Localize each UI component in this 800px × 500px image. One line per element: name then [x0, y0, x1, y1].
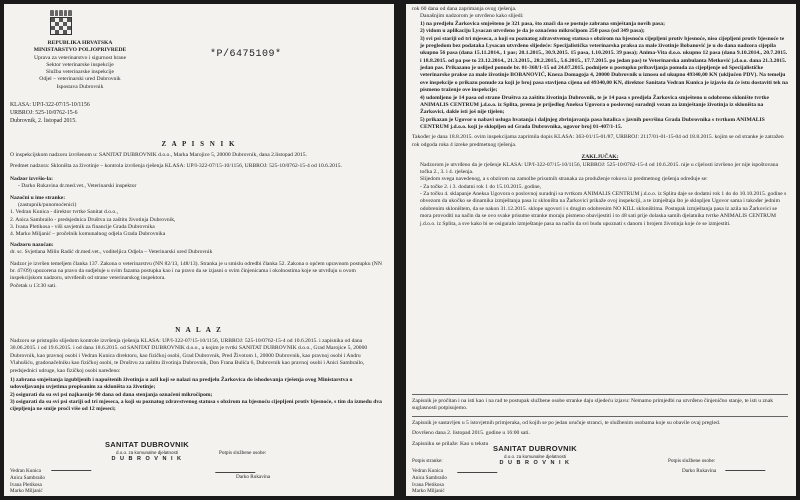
signer-name: Anica Sambrailo [412, 474, 448, 481]
official-signature-label: Potpis službene osobe: [219, 450, 267, 456]
zakljucak-paragraph-2: Slijedom svega navedenog, a s obzirom na zamolbe prisutnih stranaka za produženje rokova iz predmetnog rješenja određuje se: [420, 176, 708, 183]
zakljucak-paragraph-1: Nadzorom je utvrđeno da je rješenje KLASA: UP/I-322-07/15-10/1156, URBROJ: 525-10/0762-15-4 od 10.6.2015. nije u cijelosti izvršeno jer nije ispoštovana točka 2., 3. i 4. rješenja. [420, 161, 779, 175]
nazocni-list [10, 209, 386, 239]
header-uprava: Uprava za veterinarstvo i sigurnost hrane [33, 54, 127, 61]
official-signer-name: Darko Rukavina [682, 468, 717, 474]
signer-name: Ivana Pletikosa [412, 481, 444, 488]
list-item: 2) vidom u aplikaciju Lysacan utvrđeno je da je označeno mikročipom 250 pasa (od 349 pasa); [420, 28, 645, 35]
takoder-paragraph: Također je dana 18.8.2015. ovim inspekcijama zaprimila dopis KLASA: 363-01/15-01/87, URBROJ: 2117/01-01-15-04 od 18.8.2015. kojim se od stranke je zatražen rok odgoda roka 4 izreke predmetnog rješenja. [412, 134, 784, 148]
signature-icon [216, 468, 256, 476]
nazocni-sub: (zastupnik/punomoćenici) [18, 201, 77, 208]
signer-name: Ivana Pletikosa [10, 481, 42, 488]
list-item: 3) osigurati da su svi psi stariji od tri mjeseca, a koji su poznatog zdravstvenog statusa s obzirom na bjesnoću cijepljeni protiv bjesnoće, s tim da između dva cijepljenja ne smije proći više od 12 mjeseci; [10, 399, 382, 413]
stamp-name: SANITAT DUBROVNIK [493, 444, 577, 453]
predmet-paragraph: Predmet nadzora: Skloništa za životinje – kontrola izvršenja rješenja KLASA: UP/I-322-07/15-10/1156, URBROJ: 525-10/0762-15-4 od 10.6.2015. [10, 163, 342, 170]
stamp-city: D U B R O V N I K [111, 455, 183, 462]
header-republika: REPUBLIKA HRVATSKA [47, 40, 113, 46]
stamp-sub: d.o.o. za komunalne djelatnosti [115, 449, 179, 455]
signer-name: Vedran Kunica [10, 468, 41, 474]
sastavljen-paragraph: Zapisnik je sastavljen u 5 istovjetnih primjeraka, od kojih se po jedan uručuje stranci, te službenim osobama koje su obavile ovaj pregled. [412, 419, 721, 426]
list-item: 4. Marko Miljanić – pročelnik komunalnog odjela Grada Dubrovnika [10, 231, 166, 238]
klasa: KLASA: UP/I-322-07/15-10/1156 [10, 102, 90, 108]
list-item: 4) udomljeno je 14 pasa od strane Društva za zaštitu životinja Dubrovnik, te je 14 pasa s predjela Žarkovica smješteno u odobreno sklonište tvrtke ANIMALIS CENTRUM j.d.o.o. iz Splita, prema je prijedlog Aneksa Ugovora o poslovnoj suradnji vezan za izmještanje životinja iz skloništa na Žarkovici, dakle isti još nije tijelen; [420, 94, 769, 116]
list-item: 3) svi psi stariji od tri mjeseca, a koji su poznatog zdravstvenog statusa s obzirom na bjesnoću cijepljeni protiv bjesnoće, niso cijepljeni protiv bjesnoće te je pregledom bez podataka Lysacan utvrđeno slijedeće: Specijalistička veterinarska praksa za male životinje Bobanović je u do dana nadzora cijepila ukupno 56 pasa (dana 15.11.2014., 1 pas; 20.1.2015., 30.9.2015. 15 pasa, 1.10.2015. 39 pasa); Anima-Vita d.o.o. ukupno 12 pasa (dana 9.10.2014., 20.7.2015. i 18.8.2015. od pa pse to 23.12.2014., 21.3.2015., 28.2.2015., 5.6.2015., 17.7.2015. po jedan pas) te Veterinarska ambulanta Metković j.d.o.o. dana 21.3.2015. jedan pas. Prikazano je uslijed ponude br. 01-368/1-15 od 24.07.2015. podnijete u postupku pribavljanja ponuda za cijepljenje od Specijalističke veterinarske prakse za male životinje BOBANOVIĆ, Kneza Domagoja 4, 20000 Dubrovnik u iznosu od ukupno 49340,00 KN (uključen PDV). Na temelju ove inspekcije o prikazu ponude za koji je broj pasa stavljena cijena od 49340,00 KN, direktor Sanitata Vedran Kunica je izjavio da će istu dostaviti tek na pismeno traženje ove inspekcije; [420, 35, 788, 94]
company-stamp [480, 444, 590, 467]
document-identifiers [10, 102, 90, 125]
procitan-paragraph: Zapisnik je pročitan i na isti kao i na rad te postupak službene osobe stranke daju sljedeću izjavu: Nemamo primjedbi na utvrđeno činjenično stanje, te isti u znak suglasnosti potpisujemo. [412, 398, 774, 412]
list-item: 1) na predjelu Žarkovica smješteno je 321 pasa, što znači da se postuje zabrana smještanja novih pasa; [420, 20, 665, 27]
header-sektor: Sektor veterinarske inspekcije [46, 61, 114, 68]
zakljucak-title: ZAKLJUČAK: [581, 154, 619, 161]
nalaz-title: N A L A Z [175, 326, 223, 334]
company-stamp [92, 440, 202, 463]
danasnjim-line: Današnjim nadzorom je utvrđeno kako slijedi: [420, 13, 524, 20]
signature-icon [726, 466, 766, 474]
pocetak-time: Početak u 13:30 sati. [10, 282, 57, 289]
list-item: 1) zabrana smještanja izgubljenih i napuštenih životinja u azil koji se nalazi na predjelu Žarkovica do ishodovanja rješenja ovog Ministarstva o udovoljavanju uvjetima propisanim za skloništa za životinje; [10, 376, 353, 391]
header-odjel: Odjel – veterinarski ured Dubrovnik [39, 76, 121, 83]
urbroj: URBROJ: 525-10/0762-15-6 [10, 109, 78, 116]
header-ministarstvo: MINISTARSTVO POLJOPRIVREDE [33, 47, 127, 54]
dovrseno-line: Dovršeno dana 2. listopad 2015. godine u 16:00 sati. [412, 430, 530, 437]
header-ispostava: Ispostava Dubrovnik [56, 83, 104, 90]
nadzoru-person: dr. sc. Svjetlana Milin Radić dr.med.vet., voditeljica Odjela – Veterinarski ured Dubrovnik [10, 249, 213, 256]
nadzor-label: Nadzor izvršio-la: [10, 175, 53, 182]
zapisnik-body [10, 152, 386, 290]
coat-of-arms-icon [50, 10, 72, 36]
stamp-name: SANITAT DUBROVNIK [105, 440, 189, 449]
findings-body [412, 6, 788, 228]
header-sluzba: Služba veterinarske inspekcije [45, 69, 115, 76]
nadzoru-label: Nadzoru nazočan: [10, 241, 54, 248]
document-page-left [4, 4, 394, 496]
section-divider [412, 394, 788, 395]
stamp-city: D U B R O V N I K [499, 459, 571, 466]
official-signer-name: Darko Rukavina [236, 474, 271, 480]
nadzor-person: - Darko Rukavina dr.med.vet., Veterinarski inspektor [18, 183, 137, 190]
pravni-paragraph: Nadzor je izvršen temeljem članka 137. Zakona o veterinarstvu (NN 82/13, 148/13). Stranka je u smislu odredbi članka 52. Zakona o općem upravnom postupku (NN br. 47/09) upozorena na pravo da sudjeluje u svim fazama postupka kao i na pravo da se izjasni o svim činjenicama i okolnostima koje se utvrđuju u ovom inspekcijskom nadzoru, utvrđenih od strane veterinarskog inspektora. [10, 260, 382, 282]
list-item: 5) prikazan je Ugovor o nabavi usluga hvatanja i daljnjeg zbrinjavanja pasa lutalica s javnih površina Grada Dubrovnika s tvrtkom ANIMALIS CENTRUM j.d.o.o. koji je sklopljen od Grada Dubrovnika, ugovor broj 01-407/1-15. [420, 116, 765, 130]
findings-list [412, 21, 788, 132]
signature-icon [458, 468, 498, 476]
orders-list [10, 377, 386, 414]
signature-icon [52, 466, 92, 474]
list-item: - Za točke 2. i 3. dodatni rok 1 do 15.10.2015. godine, [420, 183, 542, 190]
list-item: 2. Anica Sambrailo - predsjednica Društva za zaštitu životinja Dubrovnik, [10, 216, 176, 223]
closing-body [412, 398, 788, 448]
list-item: 2) osigurati da su svi psi najkasnije 90 dana od dana stenjanja označeni mikročipom; [10, 391, 213, 398]
list-item: - Za točku 4. sklapanje Aneksa Ugovora o poslovnoj suradnji sa tvrtkom ANIMALIS CENTRUM j.d.o.o. iz Splita daje se dodatni rok 1 do do 10.10.2015. godine s obvezom da ukočko se dinamika izmještanja pasa iz skloništa na Žarkovici prikaže ovoj inspekciji, a te izmještaja što je sklopljen Ugovor sama i također jednim odobrenim skloništem, da se nakon 31.12.2015. sklope ugovori i s drugim odobrenim NO KILL skloništima. Postupak izmještanja pasa iz azila na Žarkovici se mora provoditi na način da se ovo svake prisutne stranke moraju pismeno obavijestiti i to 48 sati prije dolaska samih djelatnika tvrtke ANIMALIS CENTRUM j.d.o.o. iz Splita, a sve kako bi se osiguralo izmještanje pasa na način da svi budu upoznati s danom i brojem životinja koje će se izmjestiti. [420, 191, 787, 227]
official-signature-label: Potpis službene osobe: [668, 458, 716, 464]
document-page-right [406, 4, 796, 496]
top-line: rok 60 dana od dana zaprimanja ovog rješenja. [412, 6, 517, 12]
zapisnik-title: Z A P I S N I K [161, 140, 237, 148]
document-date: Dubrovnik, 2. listopad 2015. [10, 117, 77, 124]
prilaze-line: Zapisniku se prilaže: Kao u tekstu [412, 440, 489, 447]
intro-paragraph: O inspekcijskom nadzoru izvršenom u: SANITAT DUBROVNIK d.o.o., Marka Marojice 5, 20000 Dubrovnik, dana 2.listopad 2015. [10, 152, 307, 158]
nalaz-body [10, 338, 386, 414]
rokovi-list [412, 184, 788, 228]
list-item: 1. Vedran Kunica - direktor tvrtke Sanitat d.o.o., [10, 209, 119, 216]
nazocni-label: Nazočni u ime stranke: [10, 194, 66, 201]
reference-number: *P/6475109* [210, 49, 282, 60]
authority-header [10, 40, 150, 91]
signer-name: Anica Sambrailo [10, 474, 46, 481]
party-signature-label: Potpis stranke: [412, 458, 443, 464]
signer-name: Marko Miljanić [412, 488, 445, 495]
signers-list [412, 468, 447, 495]
signers-list [10, 468, 45, 495]
stamp-sub: d.o.o. za komunalne djelatnosti [503, 453, 567, 459]
section-divider [412, 416, 788, 417]
list-item: 3. Ivana Pletikosa - viši savjetnik za financije Grada Dubrovnika [10, 224, 155, 230]
nalaz-paragraph: Nadzoru se pristupilo slijedom kontrole izvršenja rješenja KLASA: UP/I-322-07/15-10/1156, URBROJ: 525-10/0762-15-4 od 10.6.2015. i zapisnika od dana 30.06.2015. i od 19.6.2015. i od dana 18.6.2015. od SANITAT DUBROVNIK d.o.o., a kojim je tvrtki SANITAT DUBROVNIK d.o.o., Grad Marojice 5, 20000 Dubrovnik, kao pravnoj osobi i Vedran Kunica direktoru, kao fizičkoj osobi, Grad Dubrovnik, Pred Životom 1, 20000 Dubrovnik, kao pravnoj osobi i Andru Vlahušiću, gradonačelniku kao fizičkoj osobi, te Društvu za zaštitu životinja Dubrovnik, Don Frana Bulića 6, Dubrovnik kao pravnoj osobi i Anici Sambrailo, predsjednici udruge, kao fizičkoj osobi naređeno: [10, 338, 368, 374]
signer-name: Vedran Kunica [412, 468, 443, 474]
signer-name: Marko Miljanić [10, 488, 43, 495]
